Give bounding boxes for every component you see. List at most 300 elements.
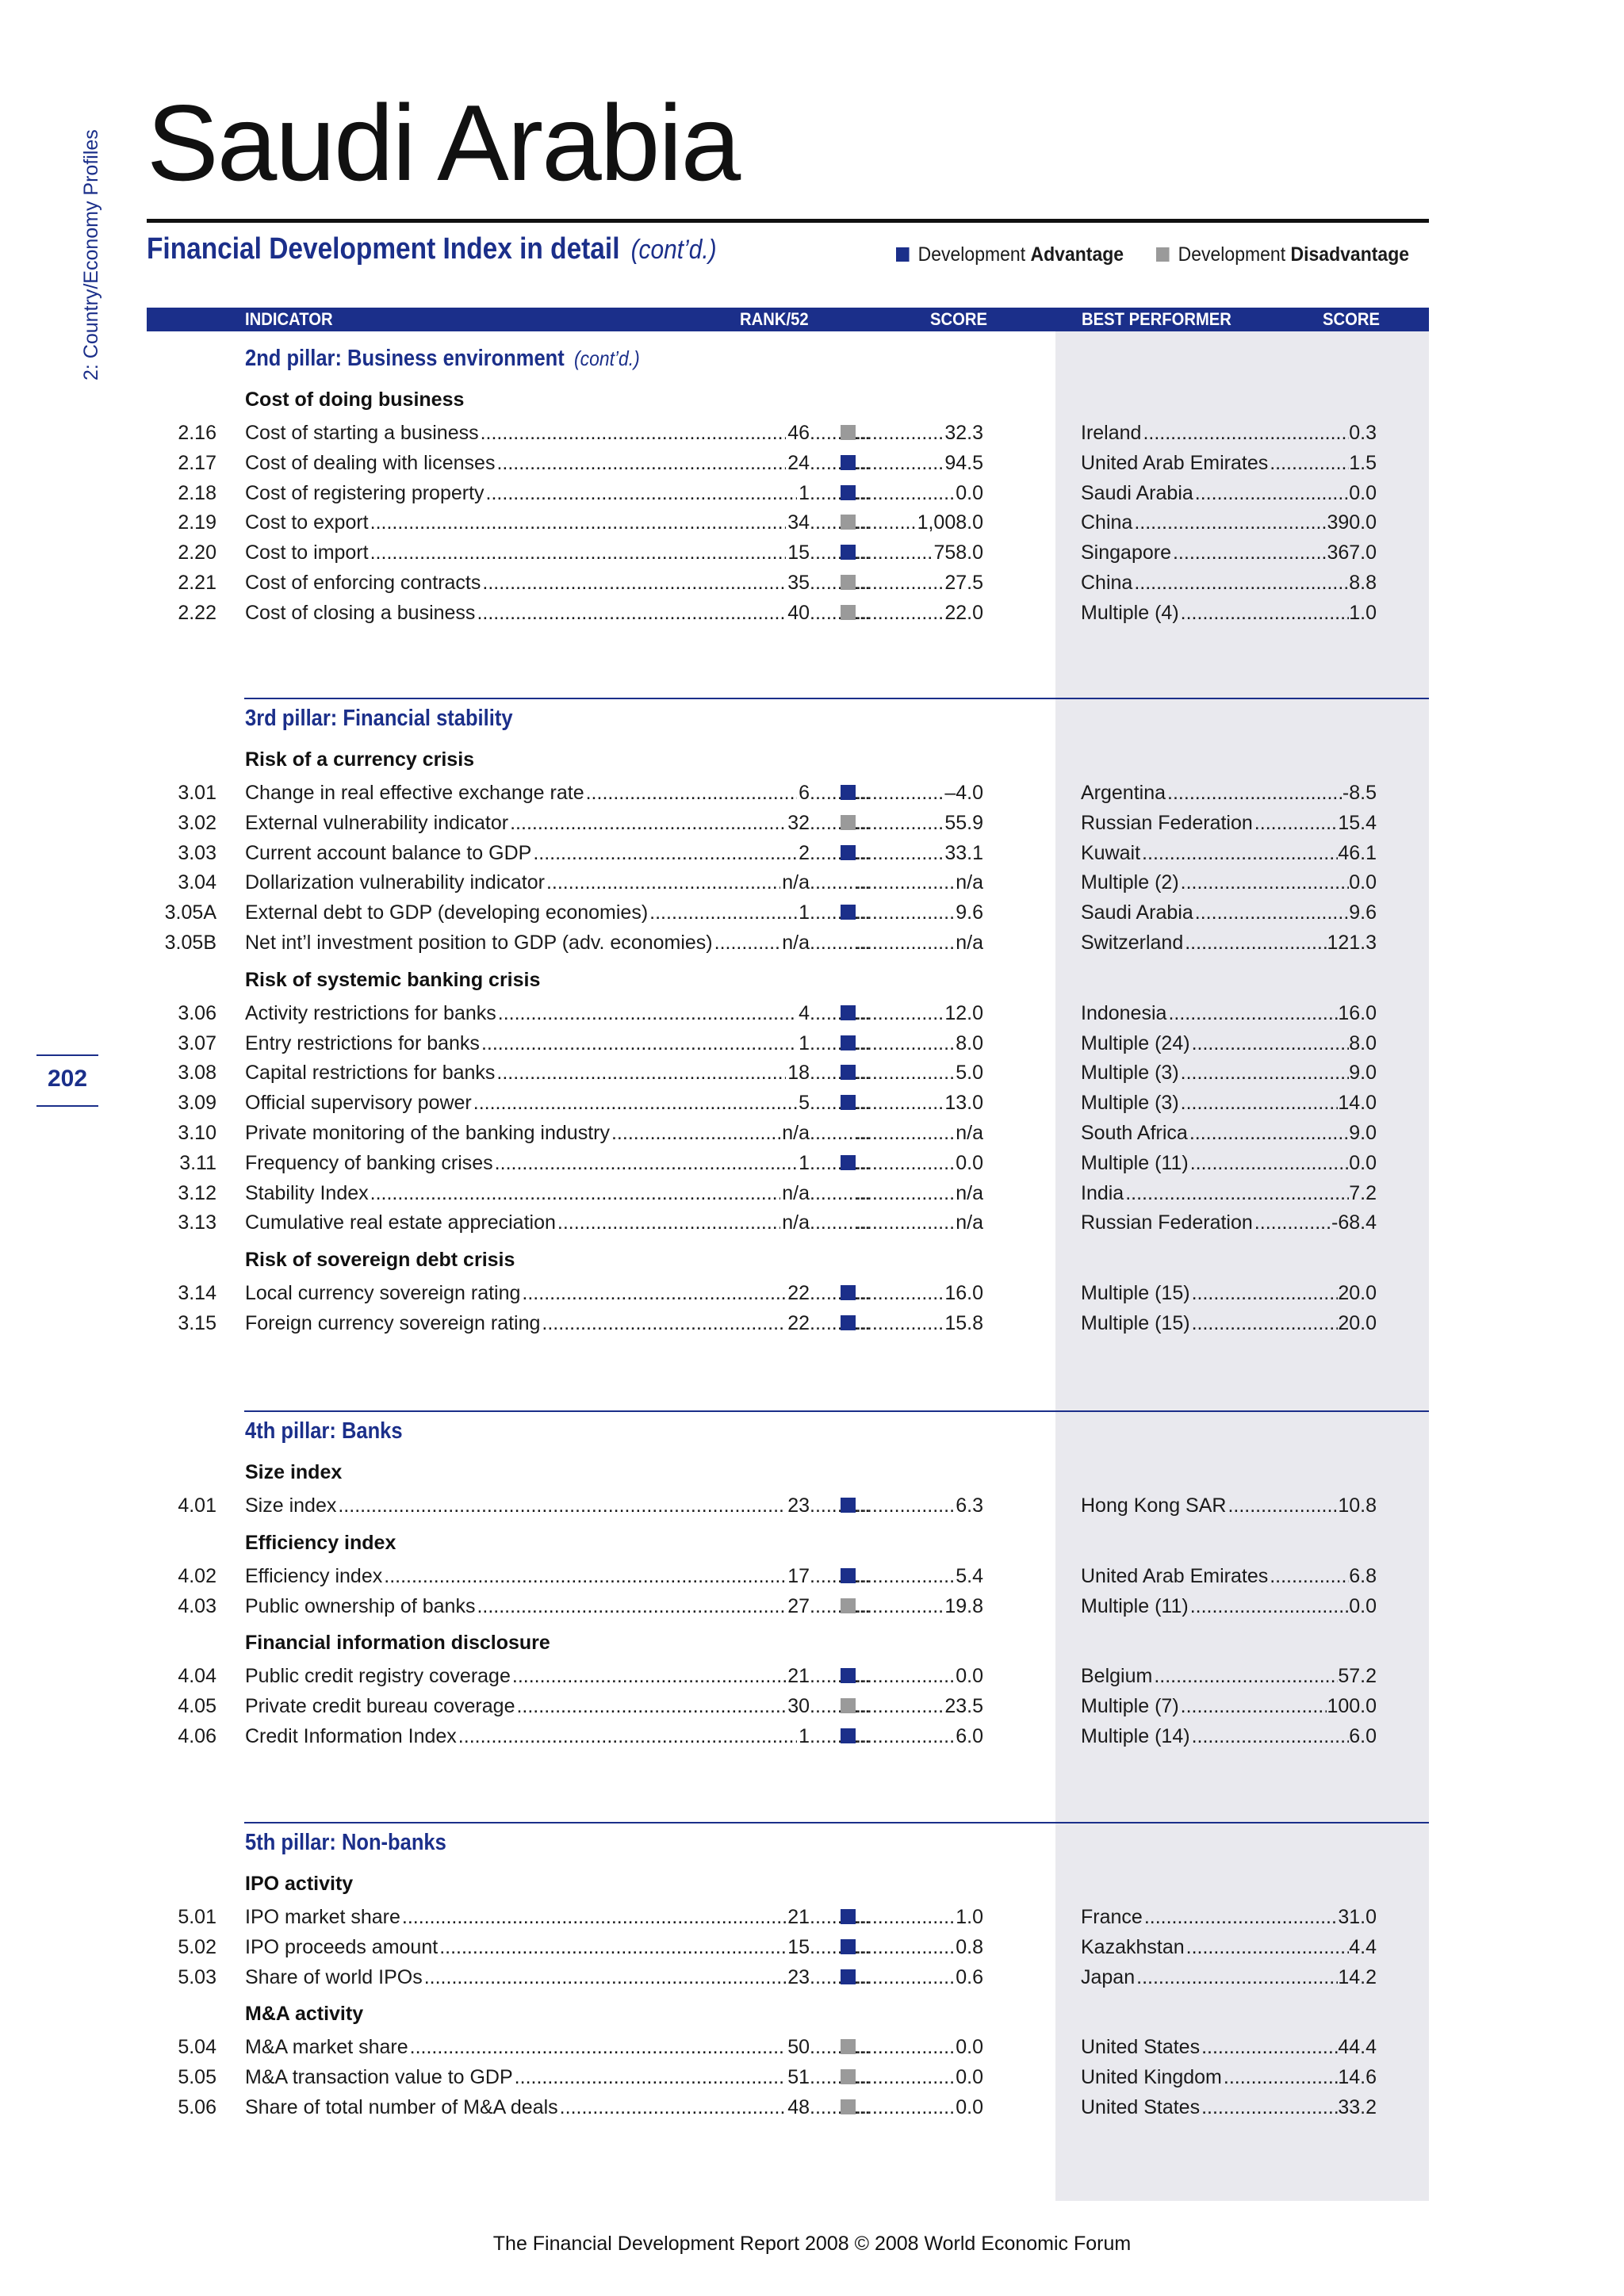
indicator-score: 0.0 (956, 482, 983, 504)
best-performer-cell (1081, 1149, 1377, 1177)
score-cell (856, 1562, 983, 1590)
best-performer-score: 16.0 (1338, 1002, 1377, 1024)
disadvantage-marker (841, 1698, 856, 1713)
indicator-rank: 22 (787, 1282, 810, 1304)
best-performer-cell (1081, 1058, 1377, 1087)
indicator-number: 5.04 (178, 2036, 216, 2058)
best-performer-score: 0.0 (1349, 871, 1377, 894)
table-row (0, 1309, 1624, 1337)
best-performer-cell (1081, 779, 1377, 807)
best-performer-score: 9.0 (1349, 1122, 1377, 1144)
table-row (0, 2093, 1624, 2122)
page-title: Saudi Arabia (147, 82, 740, 203)
best-performer-score: 8.8 (1349, 572, 1377, 594)
best-performer-cell (1081, 599, 1377, 627)
advantage-marker (841, 545, 856, 560)
indicator-score: 0.0 (956, 1665, 983, 1687)
score-cell (856, 1029, 983, 1058)
indicator-cell (245, 1933, 810, 1961)
indicator-rank: 15 (787, 1936, 810, 1958)
indicator-rank: n/a (782, 871, 810, 894)
leader-dots (856, 538, 933, 567)
leader-dots (1228, 1491, 1338, 1520)
best-performer-score: 0.0 (1349, 1152, 1377, 1174)
pillar-title (245, 1418, 403, 1445)
leader-dots (1192, 1309, 1339, 1337)
indicator-cell (245, 508, 810, 537)
table-row (0, 1029, 1624, 1058)
indicator-rank: 34 (787, 511, 810, 534)
table-row (0, 1279, 1624, 1307)
best-performer-name: China (1081, 572, 1133, 594)
best-performer-name: Multiple (14) (1081, 1725, 1190, 1747)
indicator-name: Current account balance to GDP (245, 842, 532, 864)
indicator-rank: 30 (787, 1695, 810, 1717)
best-performer-score: 0.3 (1349, 422, 1377, 444)
indicator-cell (245, 1119, 810, 1147)
best-performer-name: India (1081, 1182, 1124, 1204)
best-performer-score: 0.0 (1349, 482, 1377, 504)
indicator-name: Foreign currency sovereign rating (245, 1312, 541, 1334)
advantage-marker (841, 1005, 856, 1020)
indicator-name: Share of world IPOs (245, 1966, 423, 1988)
best-performer-name: France (1081, 1906, 1143, 1928)
indicator-number: 2.22 (178, 602, 216, 624)
advantage-marker (841, 1568, 856, 1583)
indicator-name: Credit Information Index (245, 1725, 457, 1747)
advantage-marker (841, 1728, 856, 1743)
leader-dots (856, 479, 956, 507)
indicator-name: Net int’l investment position to GDP (adv. economies) (245, 932, 713, 954)
disadvantage-swatch (1156, 247, 1170, 262)
table-row (0, 1491, 1624, 1520)
indicator-score: 8.0 (956, 1032, 983, 1054)
leader-dots (560, 2093, 787, 2122)
score-cell (856, 809, 983, 837)
table-row (0, 1179, 1624, 1207)
leader-dots (856, 1149, 956, 1177)
indicator-name: Efficiency index (245, 1565, 383, 1587)
score-cell (856, 1662, 983, 1690)
best-performer-name: Switzerland (1081, 932, 1184, 954)
indicator-name: Share of total number of M&A deals (245, 2096, 558, 2118)
best-performer-cell (1081, 1903, 1377, 1931)
group-title: Cost of doing business (245, 388, 465, 411)
advantage-marker (841, 785, 856, 800)
best-performer-name: Russian Federation (1081, 812, 1253, 834)
best-performer-name: Multiple (15) (1081, 1312, 1190, 1334)
indicator-number: 4.06 (178, 1725, 216, 1747)
leader-dots (516, 1692, 786, 1720)
indicator-rank: 48 (787, 2096, 810, 2118)
best-performer-cell (1081, 419, 1377, 447)
leader-dots (1192, 1722, 1350, 1751)
best-performer-cell (1081, 1562, 1377, 1590)
score-cell (856, 1058, 983, 1087)
best-performer-score: 44.4 (1338, 2036, 1377, 2058)
leader-dots (1192, 1279, 1339, 1307)
advantage-marker (841, 1095, 856, 1110)
page-footer: The Financial Development Report 2008 © 2008 World Economic Forum (492, 2233, 1132, 2255)
disadvantage-marker (841, 815, 856, 830)
leader-dots (496, 1058, 786, 1087)
indicator-score: –4.0 (944, 782, 983, 804)
indicator-cell (245, 898, 810, 927)
advantage-marker (841, 1498, 856, 1513)
best-performer-score: 4.4 (1349, 1936, 1377, 1958)
table-row (0, 1149, 1624, 1177)
table-row (0, 1058, 1624, 1087)
leader-dots (496, 449, 786, 477)
table-row (0, 999, 1624, 1027)
indicator-name: Public credit registry coverage (245, 1665, 511, 1687)
score-cell (856, 1903, 983, 1931)
indicator-name: Change in real effective exchange rate (245, 782, 584, 804)
best-performer-name: Japan (1081, 1966, 1136, 1988)
score-cell (856, 1089, 983, 1117)
best-performer-name: Belgium (1081, 1665, 1153, 1687)
indicator-rank: 1 (799, 1032, 810, 1054)
indicator-name: Entry restrictions for banks (245, 1032, 480, 1054)
indicator-name: Cost of closing a business (245, 602, 476, 624)
leader-dots (1201, 2093, 1338, 2122)
indicator-name: M&A market share (245, 2036, 408, 2058)
best-performer-cell (1081, 928, 1377, 957)
leader-dots (856, 1692, 944, 1720)
indicator-cell (245, 419, 810, 447)
indicator-number: 3.08 (178, 1062, 216, 1084)
indicator-name: IPO market share (245, 1906, 400, 1928)
score-cell (856, 2063, 983, 2091)
best-performer-score: -8.5 (1342, 782, 1377, 804)
leader-dots (649, 898, 797, 927)
best-performer-cell (1081, 449, 1377, 477)
pillar-title-cont: (cont’d.) (574, 346, 640, 370)
leader-dots (1181, 868, 1350, 897)
indicator-rank: 50 (787, 2036, 810, 2058)
score-cell (856, 479, 983, 507)
leader-dots (473, 1089, 797, 1117)
disadvantage-marker (841, 515, 856, 530)
leader-dots (546, 868, 780, 897)
indicator-rank: n/a (782, 1182, 810, 1204)
table-row (0, 839, 1624, 867)
leader-dots (1143, 419, 1349, 447)
table-row (0, 419, 1624, 447)
best-performer-score: 390.0 (1327, 511, 1377, 534)
group-title: Risk of sovereign debt crisis (245, 1249, 515, 1272)
indicator-score: 9.6 (956, 901, 983, 924)
table-header (147, 308, 1429, 331)
indicator-number: 2.21 (178, 572, 216, 594)
leader-dots (1270, 449, 1349, 477)
indicator-name: Cumulative real estate appreciation (245, 1211, 556, 1234)
leader-dots (714, 928, 781, 957)
best-performer-score: 20.0 (1338, 1312, 1377, 1334)
score-cell (856, 1149, 983, 1177)
best-performer-cell (1081, 538, 1377, 567)
leader-dots (856, 1309, 944, 1337)
leader-dots (856, 1179, 956, 1207)
indicator-rank: 27 (787, 1595, 810, 1617)
header-best-score: SCORE (1323, 309, 1380, 329)
indicator-number: 3.12 (178, 1182, 216, 1204)
legend-disadvantage (1156, 243, 1409, 266)
indicator-number: 3.05B (164, 932, 216, 954)
indicator-name: Local currency sovereign rating (245, 1282, 521, 1304)
score-cell (856, 1309, 983, 1337)
header-indicator: INDICATOR (245, 309, 333, 329)
leader-dots (370, 508, 787, 537)
indicator-rank: 6 (799, 782, 810, 804)
indicator-number: 3.07 (178, 1032, 216, 1054)
leader-dots (1144, 1903, 1339, 1931)
indicator-number: 5.03 (178, 1966, 216, 1988)
indicator-number: 4.04 (178, 1665, 216, 1687)
leader-dots (856, 508, 917, 537)
leader-dots (856, 779, 944, 807)
table-row (0, 1562, 1624, 1590)
leader-dots (1125, 1179, 1349, 1207)
leader-dots (856, 1089, 944, 1117)
indicator-number: 3.11 (179, 1152, 216, 1174)
advantage-marker (841, 1668, 856, 1683)
leader-dots (498, 999, 797, 1027)
table-row (0, 2063, 1624, 2091)
indicator-cell (245, 779, 810, 807)
best-performer-name: Multiple (3) (1081, 1092, 1179, 1114)
best-performer-score: 367.0 (1327, 541, 1377, 564)
best-performer-name: Multiple (4) (1081, 602, 1179, 624)
leader-dots (410, 2033, 787, 2061)
indicator-rank: n/a (782, 1211, 810, 1234)
indicator-name: Frequency of banking crises (245, 1152, 493, 1174)
table-row (0, 1963, 1624, 1992)
indicator-rank: 1 (799, 1725, 810, 1747)
advantage-marker (841, 1285, 856, 1300)
indicator-cell (245, 449, 810, 477)
table-row (0, 1722, 1624, 1751)
indicator-rank: n/a (782, 932, 810, 954)
indicator-rank: 4 (799, 1002, 810, 1024)
score-cell (856, 419, 983, 447)
score-cell (856, 999, 983, 1027)
indicator-score: n/a (956, 1122, 983, 1144)
table-row (0, 1903, 1624, 1931)
indicator-number: 4.05 (178, 1695, 216, 1717)
table-row (0, 2033, 1624, 2061)
indicator-cell (245, 1592, 810, 1621)
table-row (0, 508, 1624, 537)
advantage-marker (841, 1909, 856, 1924)
indicator-number: 3.15 (178, 1312, 216, 1334)
leader-dots (856, 2093, 956, 2122)
indicator-score: 15.8 (944, 1312, 983, 1334)
indicator-rank: 46 (787, 422, 810, 444)
best-performer-name: United Kingdom (1081, 2066, 1222, 2088)
pillar-title-text: 3rd pillar: Financial stability (245, 706, 513, 731)
advantage-marker (841, 905, 856, 920)
leader-dots (481, 419, 787, 447)
best-performer-score: 6.8 (1349, 1565, 1377, 1587)
table-row (0, 1692, 1624, 1720)
legend-advantage-prefix: Development (917, 243, 1031, 266)
group-title: IPO activity (245, 1873, 354, 1895)
indicator-name: Activity restrictions for banks (245, 1002, 496, 1024)
indicator-score: 22.0 (944, 602, 983, 624)
best-performer-score: 14.2 (1338, 1966, 1377, 1988)
best-performer-cell (1081, 898, 1377, 927)
leader-dots (1270, 1562, 1349, 1590)
score-cell (856, 599, 983, 627)
indicator-cell (245, 1208, 810, 1237)
best-performer-name: Hong Kong SAR (1081, 1494, 1227, 1517)
leader-dots (856, 1279, 944, 1307)
leader-dots (1134, 568, 1349, 597)
score-cell (856, 898, 983, 927)
score-cell (856, 1119, 983, 1147)
indicator-number: 3.03 (178, 842, 216, 864)
indicator-score: n/a (956, 1182, 983, 1204)
leader-dots (856, 1119, 956, 1147)
indicator-score: 94.5 (944, 452, 983, 474)
table-row (0, 779, 1624, 807)
best-performer-cell (1081, 479, 1377, 507)
leader-dots (856, 2033, 956, 2061)
leader-dots (856, 568, 944, 597)
best-performer-cell (1081, 508, 1377, 537)
indicator-rank: 2 (799, 842, 810, 864)
indicator-number: 5.05 (178, 2066, 216, 2088)
indicator-number: 2.19 (178, 511, 216, 534)
pillar-rule (244, 698, 1429, 699)
indicator-rank: 21 (787, 1906, 810, 1928)
table-row (0, 479, 1624, 507)
indicator-name: Official supervisory power (245, 1092, 472, 1114)
advantage-marker (841, 1035, 856, 1050)
best-performer-score: 46.1 (1338, 842, 1377, 864)
best-performer-name: Multiple (11) (1081, 1152, 1189, 1174)
indicator-number: 4.02 (178, 1565, 216, 1587)
best-performer-name: Kuwait (1081, 842, 1141, 864)
leader-dots (1190, 1592, 1350, 1621)
leader-dots (856, 928, 956, 957)
group-title: M&A activity (245, 2003, 364, 2026)
leader-dots (856, 1903, 956, 1931)
section-subtitle (147, 232, 717, 266)
indicator-cell (245, 1279, 810, 1307)
leader-dots (611, 1119, 780, 1147)
leader-dots (856, 1933, 956, 1961)
indicator-number: 3.01 (178, 782, 216, 804)
leader-dots (1181, 1692, 1327, 1720)
leader-dots (586, 779, 797, 807)
leader-dots (856, 1963, 956, 1992)
leader-dots (1190, 1149, 1350, 1177)
best-performer-name: United States (1081, 2036, 1201, 2058)
leader-dots (1185, 928, 1327, 957)
leader-dots (512, 1662, 786, 1690)
best-performer-name: Russian Federation (1081, 1211, 1253, 1234)
indicator-rank: 15 (787, 541, 810, 564)
table-row (0, 568, 1624, 597)
indicator-rank: 24 (787, 452, 810, 474)
group-title: Size index (245, 1461, 343, 1483)
leader-dots (477, 599, 786, 627)
score-cell (856, 508, 983, 537)
leader-dots (856, 809, 944, 837)
advantage-marker (841, 1315, 856, 1330)
indicator-rank: 17 (787, 1565, 810, 1587)
legend-disadvantage-prefix: Development (1178, 243, 1291, 266)
indicator-cell (245, 1963, 810, 1992)
best-performer-score: 14.6 (1338, 2066, 1377, 2088)
leader-dots (481, 1029, 797, 1058)
indicator-score: n/a (956, 871, 983, 894)
leader-dots (856, 999, 944, 1027)
indicator-score: 0.8 (956, 1936, 983, 1958)
group-title: Efficiency index (245, 1531, 396, 1554)
indicator-rank: 18 (787, 1062, 810, 1084)
indicator-score: 0.0 (956, 1152, 983, 1174)
leader-dots (557, 1208, 780, 1237)
leader-dots (856, 1662, 956, 1690)
score-cell (856, 1692, 983, 1720)
indicator-cell (245, 2093, 810, 2122)
indicator-cell (245, 2033, 810, 2061)
score-cell (856, 568, 983, 597)
indicator-rank: 40 (787, 602, 810, 624)
leader-dots (856, 1562, 956, 1590)
table-row (0, 928, 1624, 957)
indicator-name: Public ownership of banks (245, 1595, 476, 1617)
leader-dots (856, 1722, 956, 1751)
header-best-performer: BEST PERFORMER (1082, 309, 1231, 329)
leader-dots (1186, 1933, 1350, 1961)
indicator-cell (245, 1149, 810, 1177)
leader-dots (856, 1592, 944, 1621)
table-row (0, 1119, 1624, 1147)
leader-dots (482, 568, 786, 597)
best-performer-cell (1081, 1029, 1377, 1058)
indicator-score: 33.1 (944, 842, 983, 864)
leader-dots (1195, 898, 1349, 927)
leader-dots (424, 1963, 786, 1992)
advantage-marker (841, 1969, 856, 1984)
leader-dots (1168, 999, 1338, 1027)
indicator-rank: 23 (787, 1494, 810, 1517)
advantage-swatch (896, 247, 910, 262)
leader-dots (856, 898, 956, 927)
leader-dots (1254, 809, 1339, 837)
leader-dots (1154, 1662, 1338, 1690)
indicator-rank: 1 (799, 1152, 810, 1174)
leader-dots (1254, 1208, 1331, 1237)
disadvantage-marker (841, 425, 856, 440)
table-row (0, 1662, 1624, 1690)
table-row (0, 898, 1624, 927)
score-cell (856, 449, 983, 477)
score-cell (856, 1208, 983, 1237)
leader-dots (495, 1149, 797, 1177)
best-performer-score: 10.8 (1338, 1494, 1377, 1517)
advantage-marker (841, 1939, 856, 1954)
indicator-cell (245, 999, 810, 1027)
best-performer-name: Indonesia (1081, 1002, 1167, 1024)
leader-dots (1181, 599, 1350, 627)
leader-dots (1142, 839, 1338, 867)
indicator-cell (245, 1903, 810, 1931)
